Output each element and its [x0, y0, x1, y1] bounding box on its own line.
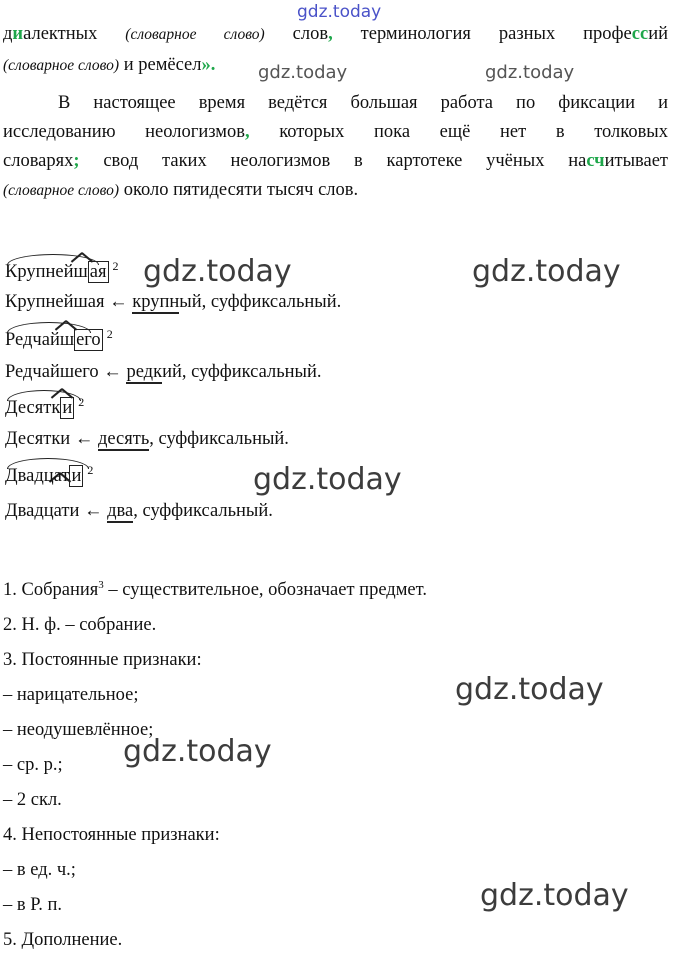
- list-item: 3. Постоянные признаки:: [3, 650, 202, 671]
- analysis-list: [3, 568, 427, 958]
- base-stem: два: [107, 501, 134, 521]
- text-line: (словарное слово) и ремёсел».: [3, 55, 216, 75]
- watermark: gdz.today: [472, 254, 621, 289]
- base-stem: крупн: [132, 292, 180, 312]
- list-item: – нарицательное;: [3, 685, 139, 706]
- ending-box: и: [71, 466, 82, 487]
- ending-box: и: [62, 398, 73, 419]
- watermark: gdz.today: [123, 734, 272, 769]
- watermark: gdz.today: [485, 62, 575, 83]
- text-line: (словарное слово) около пятидесяти тысяч слов.: [3, 180, 359, 200]
- text-line: исследованию неологизмов, которых пока ещё нет в толковых: [3, 122, 668, 142]
- base-stem: десять: [97, 429, 150, 449]
- text-line: словарях; свод таких неологизмов в картотеке учёных насчитывает: [3, 151, 669, 171]
- morpheme-word: Редчайш его $^2$: [5, 327, 113, 351]
- ending-box: ая: [89, 262, 107, 283]
- watermark: gdz.today: [480, 878, 629, 913]
- derivation-line: Крупнейшая ← крупный, суффиксальный.: [5, 292, 342, 312]
- list-item: – в Р. п.: [3, 895, 62, 916]
- morpheme-word: Двадцат и $^2$: [5, 463, 94, 487]
- list-item: – 2 скл.: [3, 790, 62, 811]
- list-item: 4. Непостоянные признаки:: [3, 825, 220, 846]
- watermark: gdz.today: [455, 672, 604, 707]
- list-item: – ср. р.;: [3, 755, 63, 776]
- morpheme-word: Десятк и $^2$: [5, 395, 85, 419]
- list-item: – неодушевлённое;: [3, 720, 154, 741]
- list-item: 2. Н. ф. – собрание.: [3, 615, 157, 636]
- list-item: – в ед. ч.;: [3, 860, 76, 881]
- morpheme-word: Крупнейш ая $^2$: [5, 259, 119, 283]
- list-item: 5. Дополнение.: [3, 930, 123, 951]
- watermark: gdz.today: [253, 462, 402, 497]
- text-line: В настоящее время ведётся большая работа по фиксации и: [58, 93, 668, 113]
- watermark: gdz.today: [258, 62, 348, 83]
- derivation-line: Редчайшего ← редкий, суффиксальный.: [5, 362, 322, 382]
- watermark-top: gdz.today: [297, 2, 382, 22]
- derivation-line: Двадцати ← два, суффиксальный.: [5, 501, 273, 521]
- derivation-line: Десятки ← десять, суффиксальный.: [5, 429, 289, 449]
- list-item: 1. Собрания$^3$ – существительное, обозначает предмет.: [3, 579, 427, 601]
- ending-box: его: [76, 330, 101, 351]
- base-stem: редк: [126, 362, 163, 382]
- watermark: gdz.today: [143, 254, 292, 289]
- text-line: диалектных (словарное слово) слов, терминология разных профессий: [3, 24, 669, 44]
